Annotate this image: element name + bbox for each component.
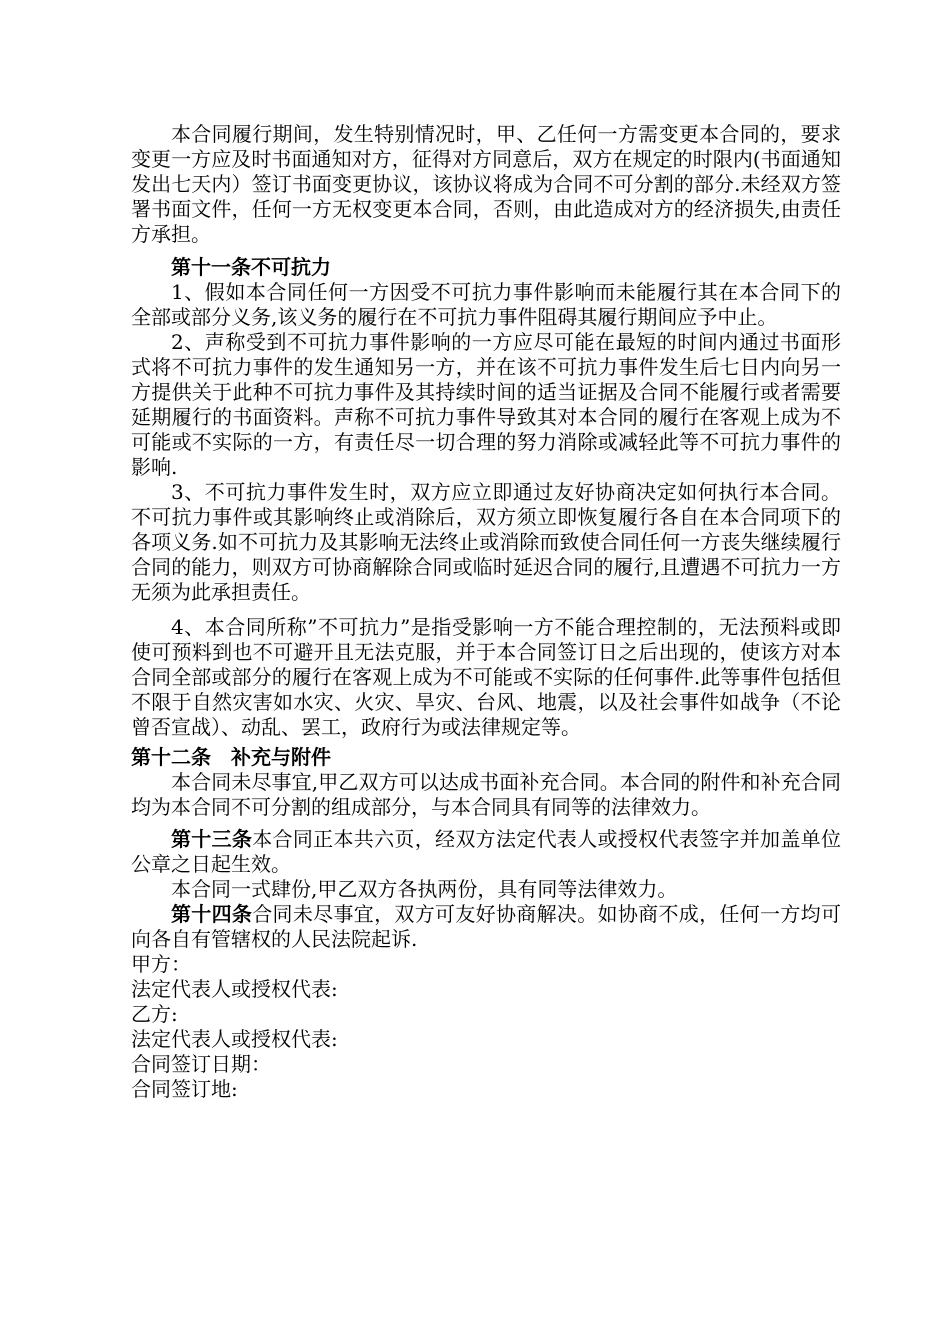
article-13-paragraph — [131, 827, 841, 877]
party-b-line: 乙方: — [131, 1002, 178, 1026]
article-12-label: 第十二条 — [131, 745, 211, 769]
article-11-item-3: 3、不可抗力事件发生时，双方应立即通过友好协商决定如何执行本合同。不可抗力事件或其影响终止或消除后，双方须立即恢复履行各自在本合同项下的各项义务.如不可抗力及其影响无法终止或消除而致使合同任何一方丧失继续履行合同的能力，则双方可协商解除合同或临时延迟合同的履行,且遭遇不可抗力一方无须为此承担责任。 — [131, 480, 841, 604]
copies-paragraph: 本合同一式肆份,甲乙双方各执两份，具有同等法律效力。 — [171, 877, 678, 901]
contract-page — [131, 122, 841, 1102]
party-a-representative-line: 法定代表人或授权代表: — [131, 977, 338, 1001]
article-13-label: 第十三条 — [171, 827, 253, 851]
article-11-item-4: 4、本合同所称”不可抗力”是指受影响一方不能合理控制的，无法预料或即使可预料到也不可避开且无法克服，并于本合同签订日之后出现的，使该方对本合同全部或部分的履行在客观上成为不可能或不实际的任何事件.此等事件包括但不限于自然灾害如水灾、火灾、旱灾、台风、地震，以及社会事件如战争（不论曾否宣战）、动乱、罢工，政府行为或法律规定等。 — [131, 615, 841, 739]
article-11-title: 第十一条不可抗力 — [171, 255, 331, 279]
party-b-representative-line: 法定代表人或授权代表: — [131, 1027, 338, 1051]
article-14-label: 第十四条 — [171, 902, 253, 926]
article-13-text: 本合同正本共六页，经双方法定代表人或授权代表签字并加盖单位公章之日起生效。 — [131, 827, 841, 876]
article-12-subject: 补充与附件 — [231, 745, 331, 769]
article-12-title — [131, 745, 841, 770]
signing-place-line: 合同签订地: — [131, 1077, 238, 1101]
signing-date-line: 合同签订日期： — [131, 1052, 271, 1076]
article-11-item-2: 2、声称受到不可抗力事件影响的一方应尽可能在最短的时间内通过书面形式将不可抗力事件的发生通知另一方，并在该不可抗力事件发生后七日内向另一方提供关于此种不可抗力事件及其持续时间的适当证据及合同不能履行或者需要延期履行的书面资料。声称不可抗力事件导致其对本合同的履行在客观上成为不可能或不实际的一方，有责任尽一切合理的努力消除或减轻此等不可抗力事件的影响. — [131, 330, 841, 479]
party-a-line: 甲方： — [131, 952, 191, 976]
paragraph-contract-change: 本合同履行期间，发生特别情况时，甲、乙任何一方需变更本合同的，要求变更一方应及时书面通知对方，征得对方同意后，双方在规定的时限内(书面通知发出七天内）签订书面变更协议，该协议将成为合同不可分割的部分.未经双方签署书面文件，任何一方无权变更本合同，否则，由此造成对方的经济损失,由责任方承担。 — [131, 122, 841, 246]
article-11-item-1: 1、假如本合同任何一方因受不可抗力事件影响而未能履行其在本合同下的全部或部分义务,该义务的履行在不可抗力事件阻碍其履行期间应予中止。 — [131, 280, 841, 329]
article-12-text: 本合同未尽事宜,甲乙双方可以达成书面补充合同。本合同的附件和补充合同均为本合同不可分割的组成部分，与本合同具有同等的法律效力。 — [131, 770, 841, 819]
article-14-paragraph — [131, 902, 841, 952]
article-14-text: 合同未尽事宜，双方可友好协商解决。如协商不成，任何一方均可向各自有管辖权的人民法院起诉. — [131, 902, 841, 951]
